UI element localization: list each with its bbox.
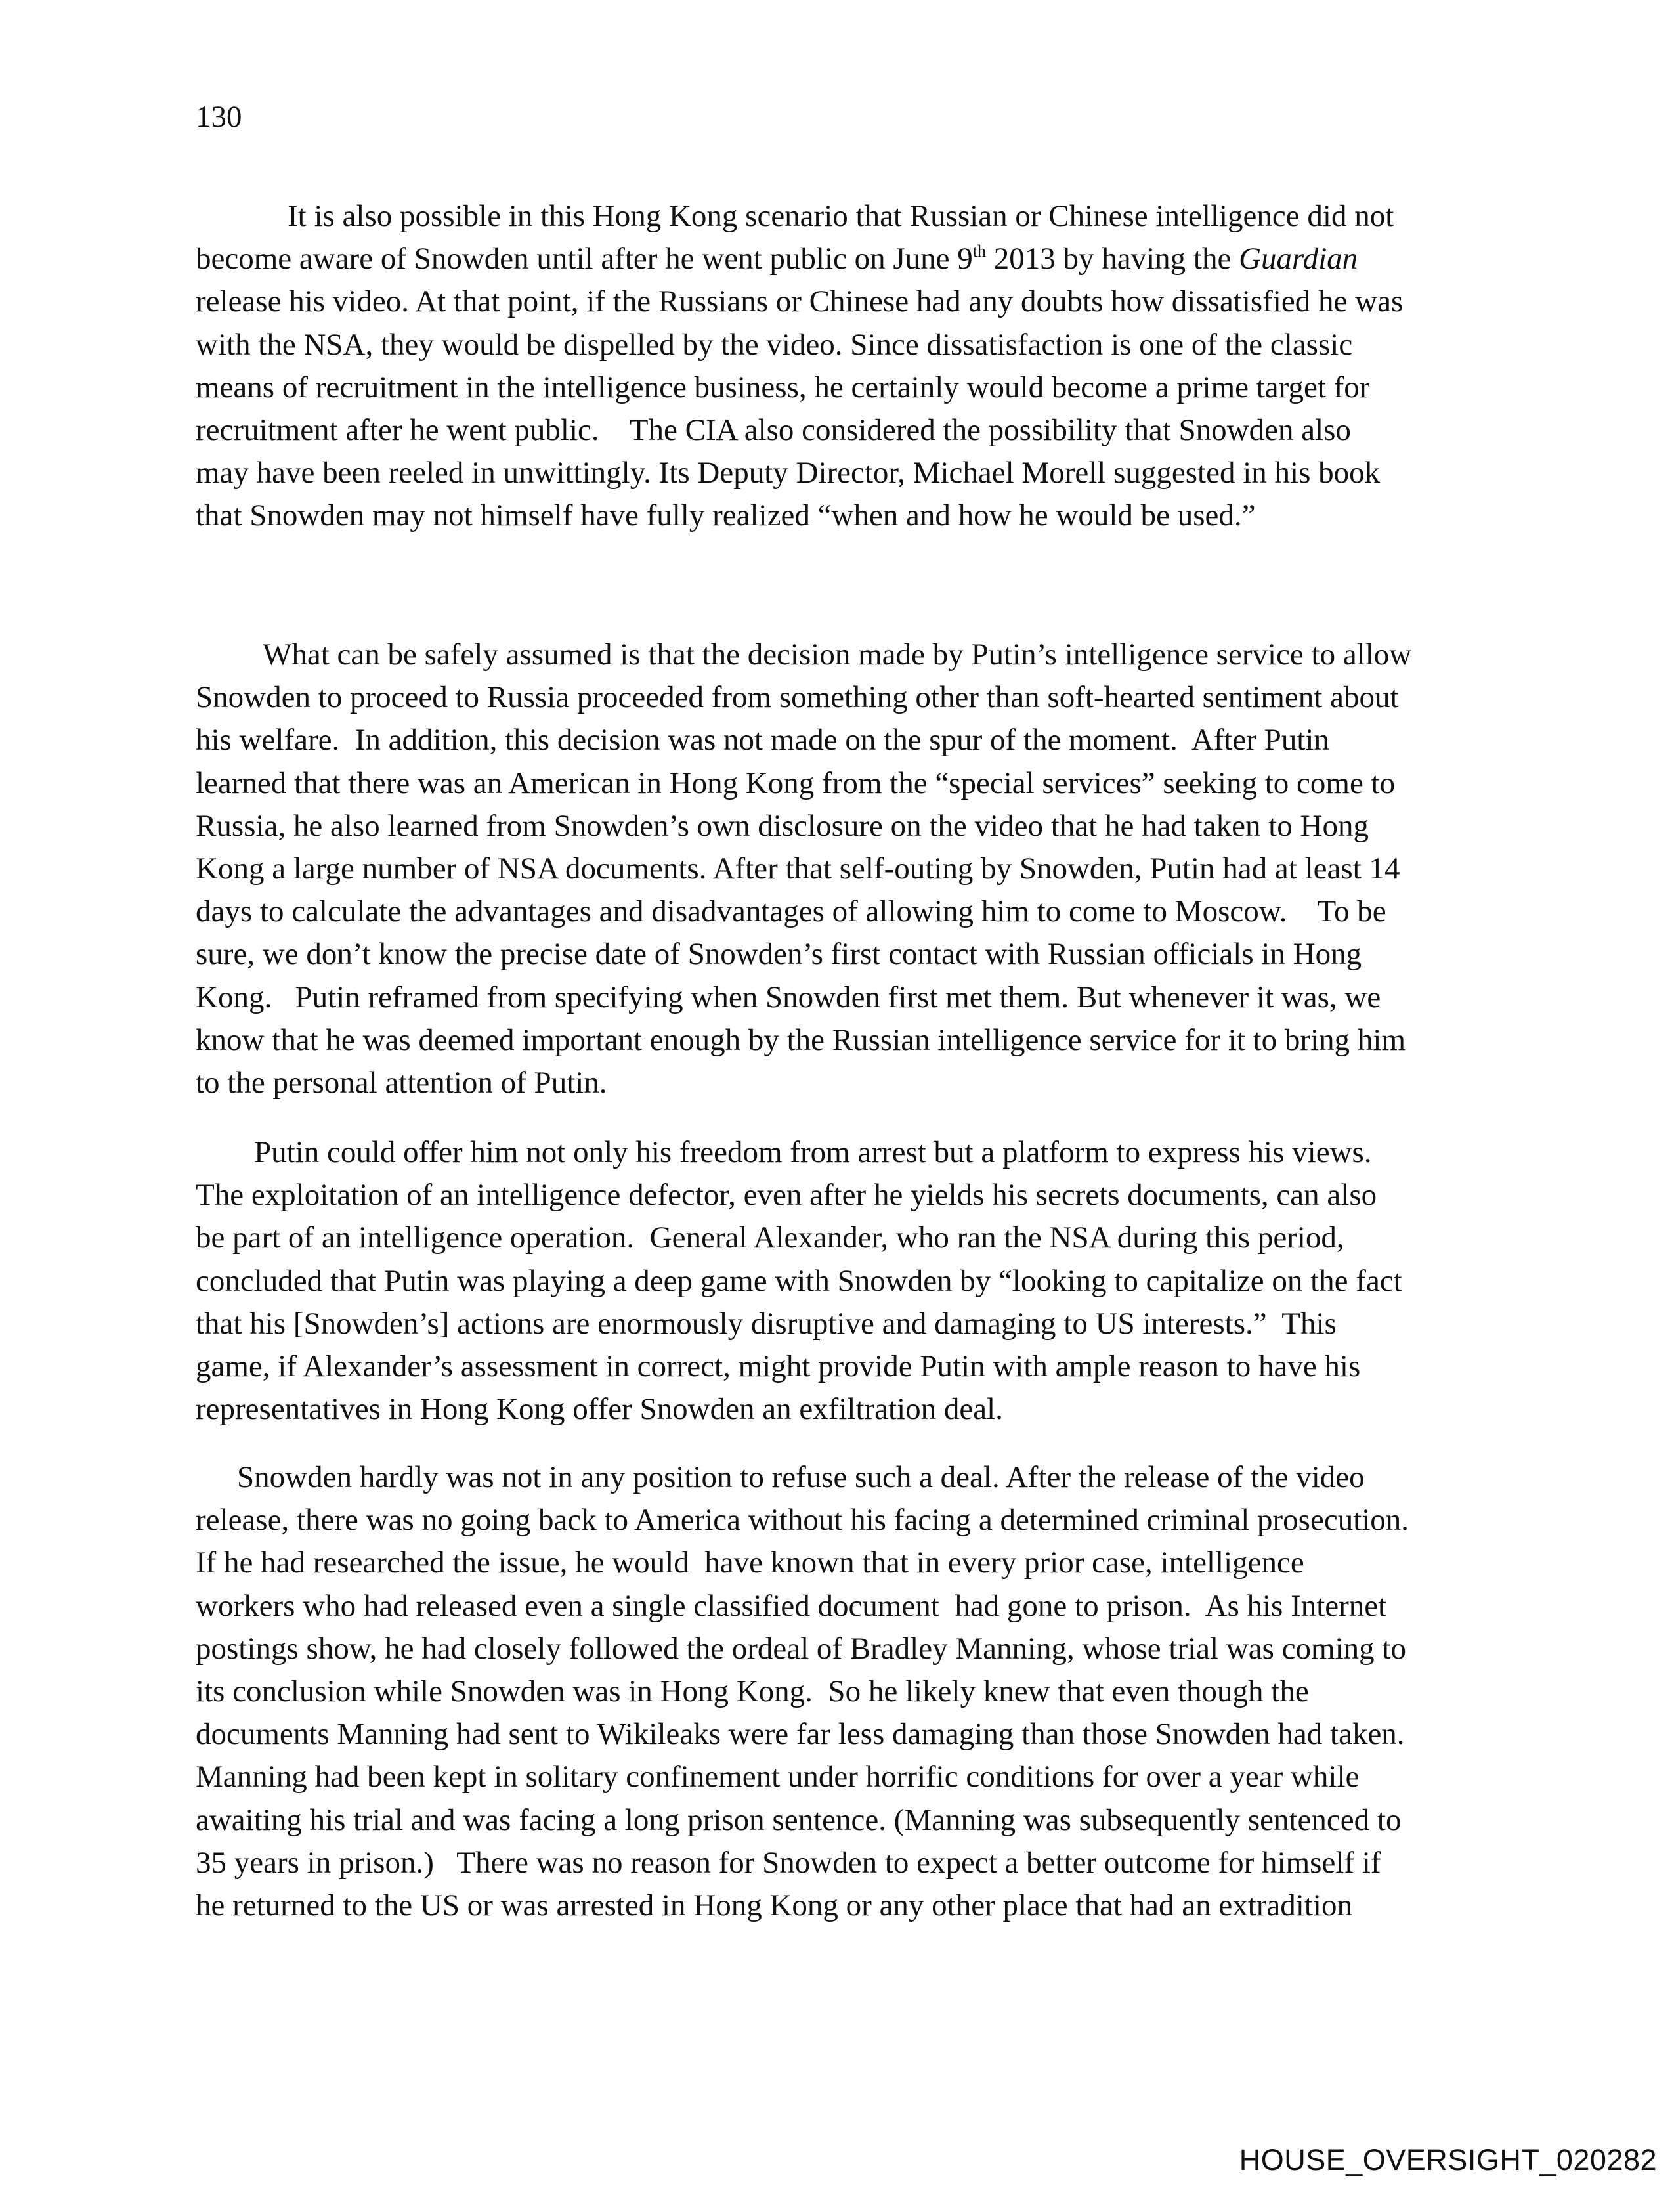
text-line: representatives in Hong Kong offer Snowden an exfiltration deal. xyxy=(196,1392,1003,1427)
text-line xyxy=(196,238,1674,280)
text-line: workers who had released even a single classified document had gone to prison. As his Internet xyxy=(196,1588,1387,1623)
text-line: game, if Alexander’s assessment in correct, might provide Putin with ample reason to have his xyxy=(196,1349,1361,1384)
text-line: documents Manning had sent to Wikileaks were far less damaging than those Snowden had taken. xyxy=(196,1717,1405,1752)
page-number: 130 xyxy=(196,100,242,134)
text-line: What can be safely assumed is that the decision made by Putin’s intelligence service to allow xyxy=(263,638,1412,672)
paragraph-3 xyxy=(196,1131,1674,1431)
text-segment: 2013 by having the xyxy=(986,242,1239,276)
text-line: his welfare. In addition, this decision was not made on the spur of the moment. After Putin xyxy=(196,723,1329,758)
text-line: Russia, he also learned from Snowden’s own disclosure on the video that he had taken to Hong xyxy=(196,808,1369,843)
text-line: days to calculate the advantages and disadvantages of allowing him to come to Moscow. To be xyxy=(196,894,1386,929)
text-line: Kong a large number of NSA documents. After that self-outing by Snowden, Putin had at least 14 xyxy=(196,852,1400,886)
text-line: The exploitation of an intelligence defector, even after he yields his secrets documents, can also xyxy=(196,1178,1377,1213)
text-line: means of recruitment in the intelligence business, he certainly would become a prime target for xyxy=(196,370,1370,404)
text-line: awaiting his trial and was facing a long prison sentence. (Manning was subsequently sentenced to xyxy=(196,1802,1402,1837)
text-line: know that he was deemed important enough by the Russian intelligence service for it to bring him xyxy=(196,1022,1406,1057)
text-line: Manning had been kept in solitary confinement under horrific conditions for over a year while xyxy=(196,1760,1360,1794)
text-line: learned that there was an American in Hong Kong from the “special services” seeking to come to xyxy=(196,766,1396,800)
text-line: that Snowden may not himself have fully realized “when and how he would be used.” xyxy=(196,498,1256,533)
text-line: Snowden hardly was not in any position to refuse such a deal. After the release of the video xyxy=(237,1460,1365,1494)
text-line: be part of an intelligence operation. General Alexander, who ran the NSA during this period, xyxy=(196,1221,1344,1255)
text-line: may have been reeled in unwittingly. Its Deputy Director, Michael Morell suggested in his book xyxy=(196,456,1381,490)
text-line: concluded that Putin was playing a deep game with Snowden by “looking to capitalize on the fact xyxy=(196,1263,1402,1298)
text-line: release his video. At that point, if the Russians or Chinese had any doubts how dissatisfied he was xyxy=(196,284,1404,319)
text-line: with the NSA, they would be dispelled by the video. Since dissatisfaction is one of the classic xyxy=(196,327,1353,362)
text-line: sure, we don’t know the precise date of Snowden’s first contact with Russian officials in Hong xyxy=(196,937,1362,972)
text-line: release, there was no going back to America without his facing a determined criminal prosecution. xyxy=(196,1503,1409,1538)
text-line: to the personal attention of Putin. xyxy=(196,1066,607,1100)
paragraph-2 xyxy=(196,634,1674,1104)
text-line: its conclusion while Snowden was in Hong Kong. So he likely knew that even though the xyxy=(196,1674,1309,1709)
paragraph-1 xyxy=(196,195,1674,538)
text-line: postings show, he had closely followed the ordeal of Bradley Manning, whose trial was coming to xyxy=(196,1631,1406,1666)
document-id-footer: HOUSE_OVERSIGHT_020282 xyxy=(1239,2143,1657,2177)
text-line: that his [Snowden’s] actions are enormously disruptive and damaging to US interests.” This xyxy=(196,1306,1337,1341)
text-line: Putin could offer him not only his freedom from arrest but a platform to express his views. xyxy=(254,1135,1372,1169)
text-line: Kong. Putin reframed from specifying when Snowden first met them. But whenever it was, we xyxy=(196,980,1381,1014)
text-segment: become aware of Snowden until after he went public on June 9 xyxy=(196,242,973,276)
italic-title: Guardian xyxy=(1239,242,1358,276)
paragraph-4 xyxy=(196,1456,1674,1927)
text-line: recruitment after he went public. The CIA also considered the possibility that Snowden also xyxy=(196,413,1351,448)
text-line: It is also possible in this Hong Kong scenario that Russian or Chinese intelligence did not xyxy=(288,199,1394,233)
text-line: he returned to the US or was arrested in Hong Kong or any other place that had an extradition xyxy=(196,1888,1352,1923)
text-line: 35 years in prison.) There was no reason for Snowden to expect a better outcome for himself if xyxy=(196,1845,1381,1880)
superscript: th xyxy=(972,242,987,261)
text-line: Snowden to proceed to Russia proceeded from something other than soft-hearted sentiment about xyxy=(196,680,1399,715)
text-line: If he had researched the issue, he would have known that in every prior case, intelligence xyxy=(196,1546,1304,1580)
